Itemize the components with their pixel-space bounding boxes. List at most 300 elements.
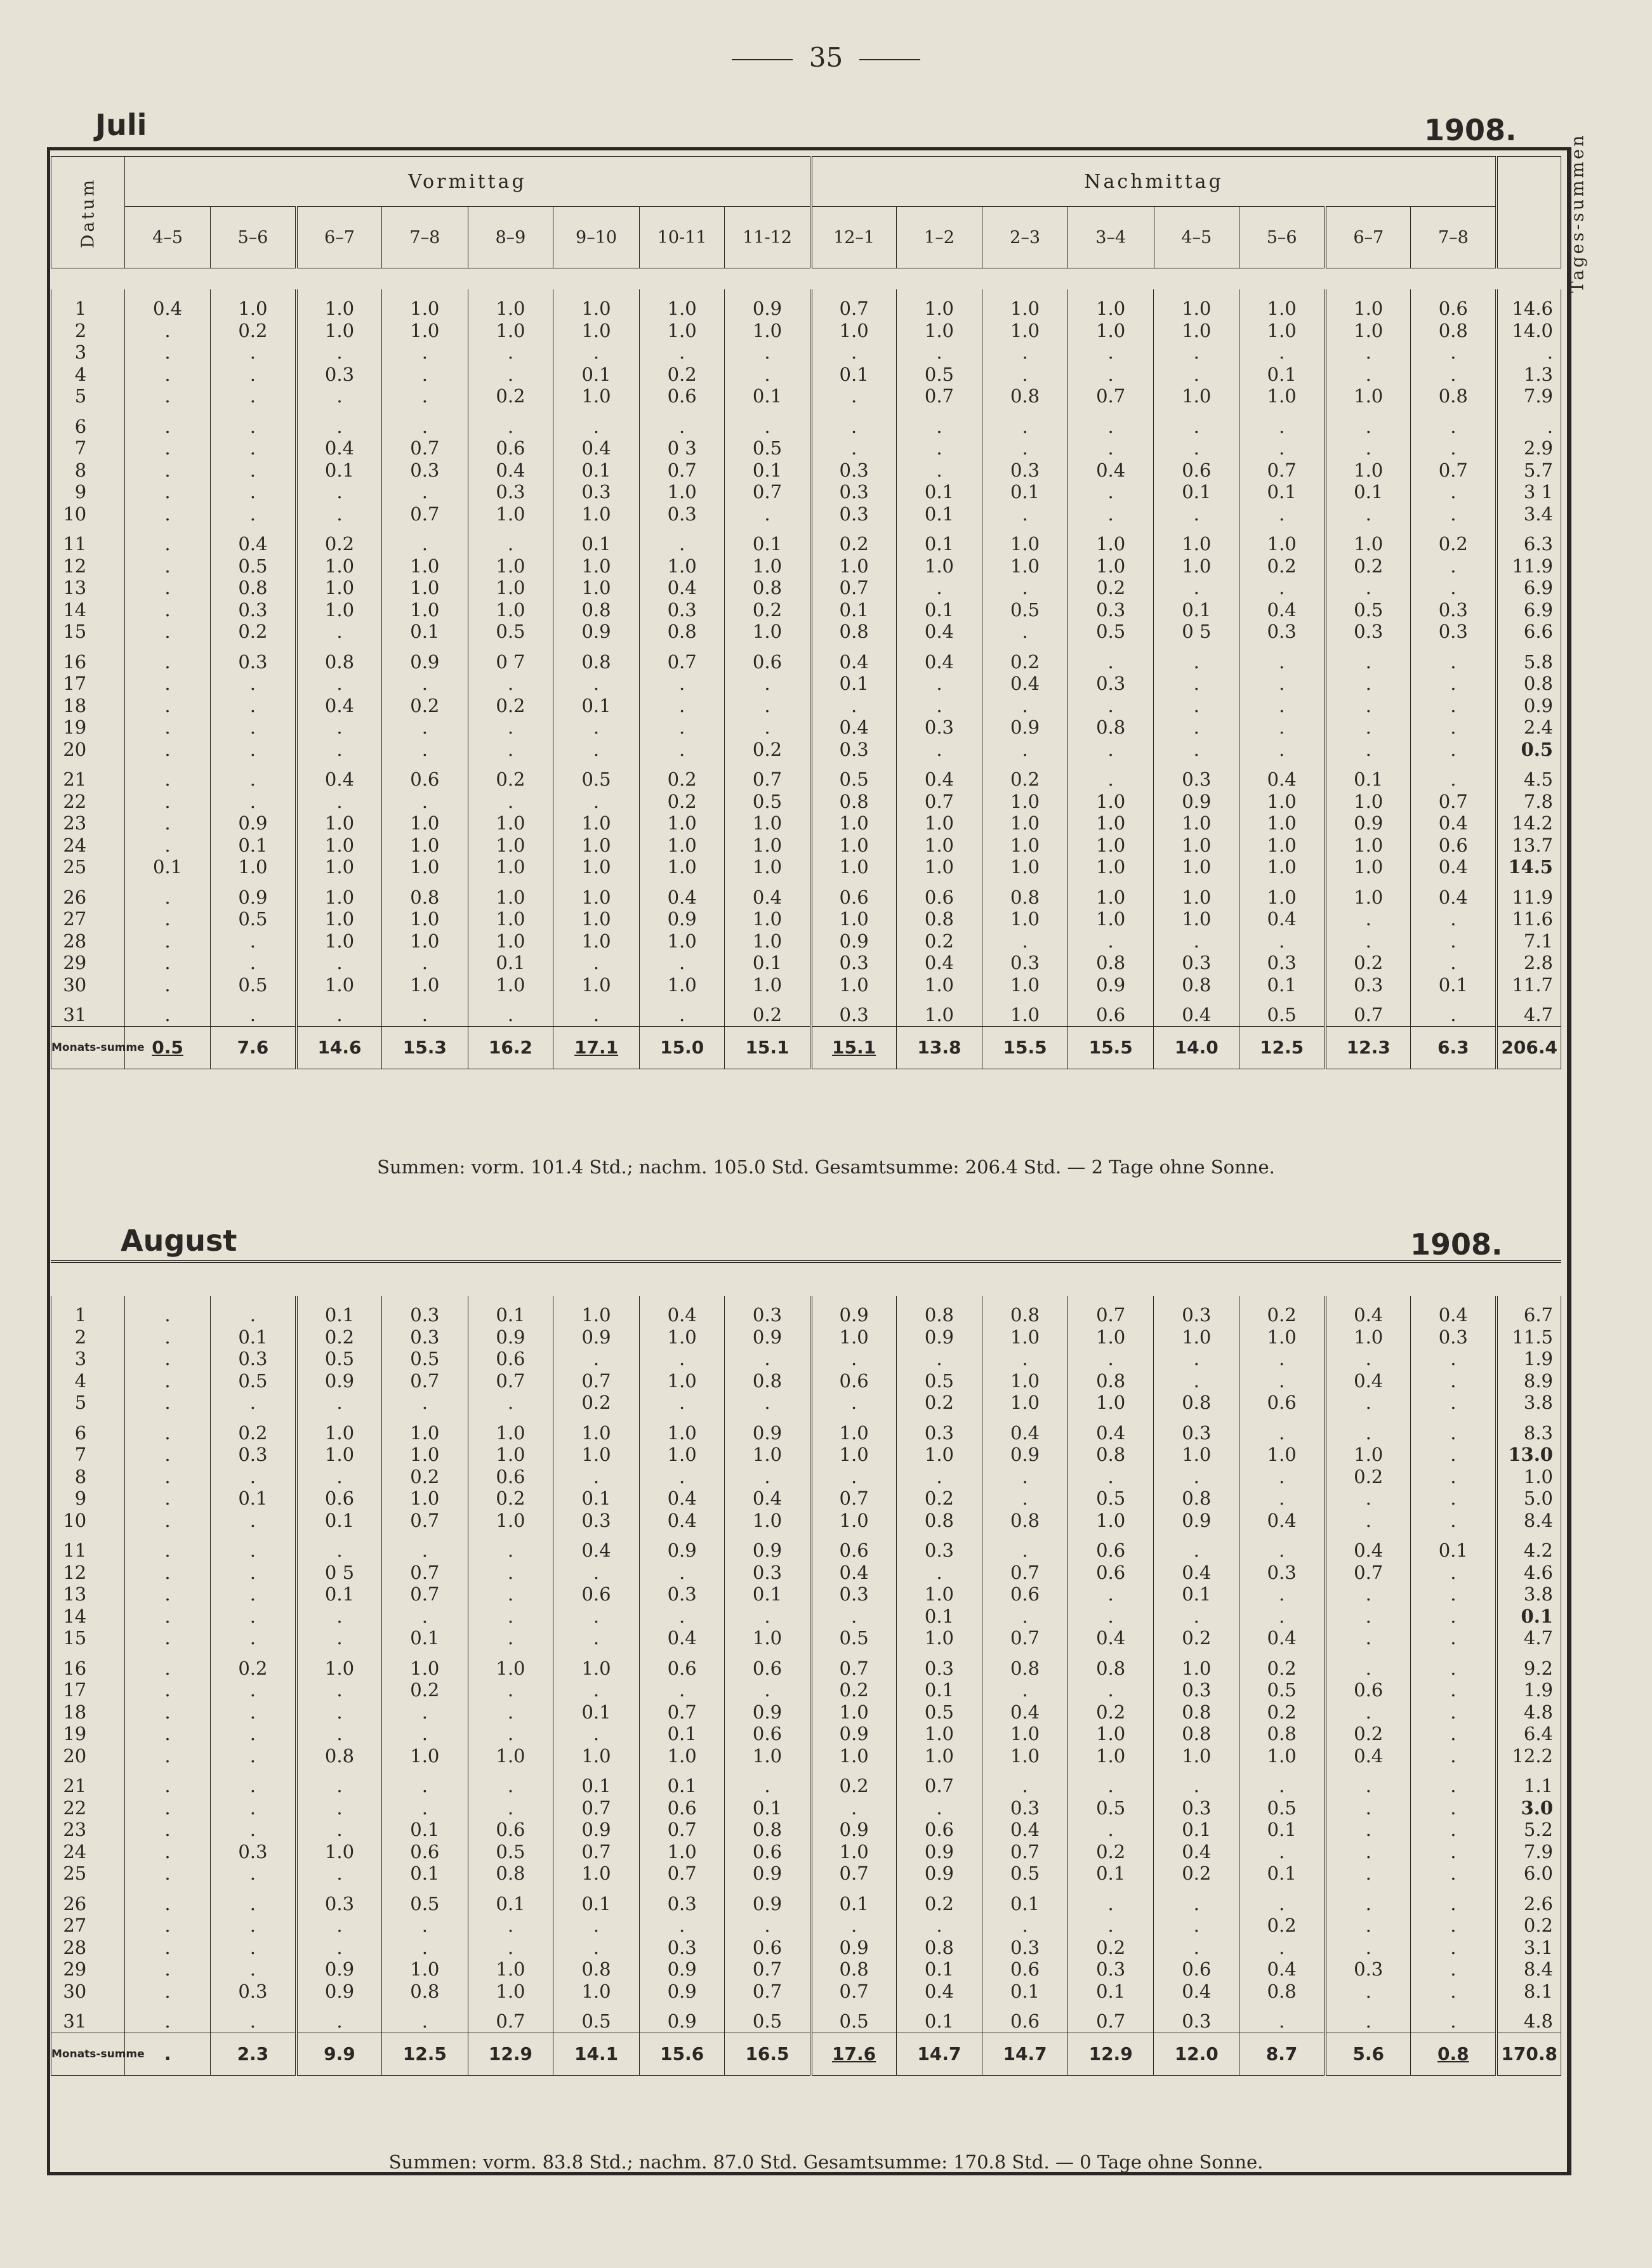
- hour-value-cell: .: [553, 1605, 640, 1628]
- hour-value-cell: 0.1: [982, 1885, 1068, 1915]
- hour-value-cell: .: [468, 407, 553, 438]
- hour-value-cell: 0.3: [896, 1649, 982, 1680]
- hour-value-cell: .: [210, 1885, 296, 1915]
- august-data-table: [51, 1296, 1561, 2076]
- hour-value-cell: 0.1: [553, 525, 640, 555]
- hour-value-cell: 0.6: [296, 1487, 382, 1510]
- hour-label: 7–8: [1411, 207, 1497, 268]
- hour-value-cell: 0.8: [553, 1958, 640, 1981]
- table-row: [51, 555, 1561, 577]
- hour-value-cell: .: [1325, 364, 1411, 386]
- daily-total-cell: 8.1: [1497, 1981, 1561, 2003]
- hour-value-cell: .: [1411, 716, 1497, 739]
- hour-value-cell: 0.5: [553, 760, 640, 791]
- hour-value-cell: .: [296, 1531, 382, 1562]
- hour-value-cell: .: [1154, 695, 1239, 717]
- hour-value-cell: 0.2: [468, 1487, 553, 1510]
- hour-value-cell: 0.2: [982, 760, 1068, 791]
- hour-value-cell: 1.0: [982, 289, 1068, 320]
- hour-value-cell: 1.0: [1154, 525, 1239, 555]
- hour-value-cell: 0.4: [1067, 1627, 1154, 1649]
- hour-value-cell: .: [553, 739, 640, 761]
- hour-value-cell: .: [1411, 1797, 1497, 1819]
- daily-total-cell: 4.6: [1497, 1562, 1561, 1584]
- hour-label: 5–6: [1239, 207, 1326, 268]
- daily-total-cell: 11.5: [1497, 1326, 1561, 1348]
- hour-value-cell: .: [1411, 1414, 1497, 1444]
- hour-value-cell: 0.1: [811, 1885, 897, 1915]
- hour-value-cell: 1.0: [296, 834, 382, 857]
- hour-value-cell: 0.3: [1325, 621, 1411, 643]
- hour-value-cell: .: [125, 1392, 211, 1414]
- hour-value-cell: .: [553, 1937, 640, 1959]
- date-cell: 15: [51, 1627, 125, 1649]
- table-row: [51, 289, 1561, 320]
- daily-total-cell: 6.0: [1497, 1863, 1561, 1885]
- hour-value-cell: 1.0: [1154, 555, 1239, 577]
- hour-value-cell: 0.1: [1325, 481, 1411, 503]
- hour-value-cell: .: [1067, 481, 1154, 503]
- hour-value-cell: 0.5: [210, 555, 296, 577]
- hour-value-cell: .: [1325, 1885, 1411, 1915]
- hour-value-cell: .: [125, 1562, 211, 1584]
- date-cell: 19: [51, 716, 125, 739]
- hour-value-cell: .: [553, 1348, 640, 1370]
- hour-value-cell: .: [210, 459, 296, 482]
- hour-value-cell: .: [1154, 930, 1239, 953]
- table-row: [51, 481, 1561, 503]
- hour-value-cell: .: [125, 1444, 211, 1466]
- hour-value-cell: 0.4: [1067, 459, 1154, 482]
- monthly-sum-cell: 170.8: [1497, 2033, 1561, 2075]
- hour-value-cell: .: [1325, 1981, 1411, 2003]
- hour-value-cell: .: [553, 1466, 640, 1488]
- daily-total-cell: 9.2: [1497, 1649, 1561, 1680]
- hour-value-cell: .: [1325, 908, 1411, 930]
- hour-value-cell: 0.5: [382, 1885, 468, 1915]
- hour-value-cell: 0.1: [1154, 1819, 1239, 1841]
- hour-value-cell: .: [1411, 952, 1497, 974]
- hour-value-cell: 1.0: [553, 289, 640, 320]
- hour-value-cell: 1.0: [896, 996, 982, 1026]
- hour-value-cell: .: [1239, 1605, 1326, 1628]
- table-row: [51, 459, 1561, 482]
- hour-value-cell: 0.2: [210, 320, 296, 342]
- daily-total-cell: 3.1: [1497, 1937, 1561, 1959]
- hour-value-cell: 0.7: [1411, 791, 1497, 813]
- table-row: [51, 503, 1561, 525]
- hour-value-cell: .: [382, 996, 468, 1026]
- hour-value-cell: 1.0: [296, 908, 382, 930]
- date-cell: 11: [51, 1531, 125, 1562]
- hour-value-cell: .: [896, 407, 982, 438]
- hour-value-cell: 1.0: [639, 1841, 725, 1863]
- hour-value-cell: 0.2: [1239, 1296, 1326, 1326]
- hour-value-cell: .: [210, 1767, 296, 1797]
- hour-value-cell: 1.0: [468, 1649, 553, 1680]
- hour-value-cell: .: [296, 1915, 382, 1937]
- hour-value-cell: .: [210, 760, 296, 791]
- date-cell: 24: [51, 1841, 125, 1863]
- hour-value-cell: 1.0: [382, 974, 468, 996]
- hour-value-cell: 0.1: [1239, 364, 1326, 386]
- hour-value-cell: 1.0: [639, 1370, 725, 1392]
- table-row: [51, 739, 1561, 761]
- hour-value-cell: .: [210, 1605, 296, 1628]
- hour-value-cell: .: [296, 1723, 382, 1745]
- date-cell: 18: [51, 1701, 125, 1724]
- hour-value-cell: .: [896, 739, 982, 761]
- date-cell: 6: [51, 407, 125, 438]
- hour-value-cell: 0.8: [811, 1958, 897, 1981]
- hour-value-cell: 0.9: [725, 1326, 811, 1348]
- hour-value-cell: 1.0: [382, 577, 468, 599]
- hour-value-cell: .: [896, 1466, 982, 1488]
- monthly-sum-cell: 14.7: [896, 2033, 982, 2075]
- hour-value-cell: 0.8: [982, 878, 1068, 909]
- hour-value-cell: 0.2: [725, 996, 811, 1026]
- hour-value-cell: 1.0: [553, 1649, 640, 1680]
- hour-value-cell: .: [468, 716, 553, 739]
- hour-value-cell: 0.8: [896, 908, 982, 930]
- hour-value-cell: 0.5: [468, 1841, 553, 1863]
- hour-value-cell: .: [382, 385, 468, 407]
- hour-value-cell: .: [896, 1915, 982, 1937]
- hour-value-cell: 1.0: [553, 1981, 640, 2003]
- table-row: [51, 1767, 1561, 1797]
- hour-value-cell: .: [1067, 643, 1154, 673]
- daily-total-cell: 11.9: [1497, 878, 1561, 909]
- hour-value-cell: 1.0: [468, 812, 553, 834]
- hour-value-cell: 1.0: [1154, 1444, 1239, 1466]
- daily-total-cell: 1.9: [1497, 1679, 1561, 1701]
- hour-value-cell: .: [1411, 1627, 1497, 1649]
- daily-total-cell: 2.4: [1497, 716, 1561, 739]
- hour-value-cell: .: [982, 1531, 1068, 1562]
- hour-value-cell: 1.0: [553, 503, 640, 525]
- hour-value-cell: .: [1239, 1487, 1326, 1510]
- table-row: [51, 1701, 1561, 1724]
- hour-value-cell: 0.1: [296, 1510, 382, 1532]
- hour-value-cell: 0.8: [553, 643, 640, 673]
- hour-value-cell: 0.7: [982, 1627, 1068, 1649]
- table-row: [51, 1885, 1561, 1915]
- daily-total-cell: 14.5: [1497, 856, 1561, 878]
- hour-value-cell: 0.6: [468, 437, 553, 459]
- hour-value-cell: 0.3: [210, 643, 296, 673]
- table-row: [51, 577, 1561, 599]
- monthly-sum-cell: 15.1: [811, 1026, 897, 1069]
- hour-value-cell: 0.9: [296, 1981, 382, 2003]
- hour-value-cell: 0.8: [1154, 1701, 1239, 1724]
- hour-value-cell: 0.4: [210, 525, 296, 555]
- hour-value-cell: .: [1411, 673, 1497, 695]
- daily-total-cell: 4.2: [1497, 1531, 1561, 1562]
- hour-value-cell: 1.0: [1239, 320, 1326, 342]
- hour-value-cell: 1.0: [982, 974, 1068, 996]
- hour-value-cell: 0.8: [982, 385, 1068, 407]
- date-cell: 25: [51, 1863, 125, 1885]
- hour-value-cell: .: [725, 341, 811, 364]
- hour-value-cell: 0.2: [725, 739, 811, 761]
- hour-value-cell: .: [811, 1915, 897, 1937]
- hour-value-cell: .: [210, 1797, 296, 1819]
- monthly-sum-label: Monats-summe: [51, 1026, 125, 1069]
- hour-value-cell: 1.0: [296, 577, 382, 599]
- hour-value-cell: 1.0: [1239, 1745, 1326, 1767]
- hour-value-cell: .: [125, 908, 211, 930]
- hour-value-cell: .: [982, 577, 1068, 599]
- hour-value-cell: 0.9: [468, 1326, 553, 1348]
- hour-value-cell: .: [125, 1510, 211, 1532]
- daily-total-cell: 0.8: [1497, 673, 1561, 695]
- hour-value-cell: .: [1239, 643, 1326, 673]
- hour-value-cell: 1.0: [382, 834, 468, 857]
- hour-value-cell: .: [210, 930, 296, 953]
- date-cell: 9: [51, 481, 125, 503]
- hour-value-cell: 1.0: [896, 834, 982, 857]
- date-cell: 14: [51, 599, 125, 621]
- hour-value-cell: 1.0: [811, 555, 897, 577]
- hour-value-cell: .: [125, 716, 211, 739]
- hour-value-cell: .: [982, 407, 1068, 438]
- hour-value-cell: .: [210, 1679, 296, 1701]
- hour-value-cell: 1.0: [1067, 320, 1154, 342]
- hour-value-cell: 0 7: [468, 643, 553, 673]
- hour-value-cell: 0.9: [1067, 974, 1154, 996]
- hour-value-cell: .: [896, 1348, 982, 1370]
- hour-value-cell: .: [1154, 1937, 1239, 1959]
- hour-value-cell: 0.9: [811, 1819, 897, 1841]
- date-cell: 31: [51, 996, 125, 1026]
- hour-value-cell: 1.0: [1239, 1444, 1326, 1466]
- hour-value-cell: .: [1325, 1487, 1411, 1510]
- hour-value-cell: .: [1325, 1797, 1411, 1819]
- hour-value-cell: 0.2: [1067, 1841, 1154, 1863]
- hour-value-cell: .: [125, 1466, 211, 1488]
- hour-value-cell: 0.7: [382, 1510, 468, 1532]
- hour-value-cell: .: [896, 1562, 982, 1584]
- date-cell: 1: [51, 1296, 125, 1326]
- hour-value-cell: .: [125, 1745, 211, 1767]
- hour-value-cell: 0.3: [639, 1583, 725, 1605]
- daily-total-cell: 1.1: [1497, 1767, 1561, 1797]
- hour-value-cell: 0.1: [382, 1863, 468, 1885]
- hour-value-cell: 1.0: [1154, 289, 1239, 320]
- hour-value-cell: .: [468, 996, 553, 1026]
- hour-value-cell: 0.7: [639, 643, 725, 673]
- hour-value-cell: 0.7: [811, 1649, 897, 1680]
- monthly-sum-cell: 14.6: [296, 1026, 382, 1069]
- hour-value-cell: 0.5: [210, 1370, 296, 1392]
- hour-value-cell: 0.8: [296, 643, 382, 673]
- hour-value-cell: 0.2: [896, 930, 982, 953]
- hour-value-cell: 1.0: [982, 908, 1068, 930]
- hour-value-cell: 1.0: [982, 1723, 1068, 1745]
- table-row: [51, 716, 1561, 739]
- tagessummen-header: [1497, 133, 1588, 293]
- august-top-rule: [51, 1260, 1561, 1263]
- hour-value-cell: 1.0: [382, 599, 468, 621]
- hour-value-cell: 0.3: [811, 503, 897, 525]
- hour-value-cell: .: [1067, 930, 1154, 953]
- hour-value-cell: 1.0: [811, 908, 897, 930]
- hour-value-cell: 0.1: [1154, 599, 1239, 621]
- hour-value-cell: 0.8: [1154, 1392, 1239, 1414]
- hour-value-cell: 0.4: [1067, 1414, 1154, 1444]
- hour-value-cell: 0.1: [896, 525, 982, 555]
- hour-value-cell: .: [1154, 341, 1239, 364]
- date-cell: 7: [51, 437, 125, 459]
- hour-value-cell: 1.0: [896, 812, 982, 834]
- hour-value-cell: 1.0: [1239, 878, 1326, 909]
- date-cell: 9: [51, 1487, 125, 1510]
- hour-value-cell: .: [1154, 643, 1239, 673]
- hour-value-cell: 0.7: [1067, 1296, 1154, 1326]
- table-row: [51, 599, 1561, 621]
- hour-value-cell: .: [1411, 364, 1497, 386]
- hour-value-cell: .: [811, 695, 897, 717]
- hour-value-cell: 1.0: [896, 1745, 982, 1767]
- daily-total-cell: 2.6: [1497, 1885, 1561, 1915]
- hour-value-cell: .: [1325, 1649, 1411, 1680]
- table-row: [51, 952, 1561, 974]
- hour-value-cell: .: [468, 1627, 553, 1649]
- hour-value-cell: 0.3: [982, 952, 1068, 974]
- hour-value-cell: 0.4: [1411, 878, 1497, 909]
- hour-value-cell: .: [896, 459, 982, 482]
- hour-value-cell: 0.5: [1067, 1487, 1154, 1510]
- hour-value-cell: 1.0: [553, 385, 640, 407]
- hour-value-cell: .: [982, 1915, 1068, 1937]
- hour-value-cell: 1.0: [210, 289, 296, 320]
- hour-value-cell: 0.4: [982, 1414, 1068, 1444]
- monthly-sum-cell: 2.3: [210, 2033, 296, 2075]
- monthly-sum-cell: 14.1: [553, 2033, 640, 2075]
- date-cell: 30: [51, 1981, 125, 2003]
- hour-value-cell: 0.4: [639, 1510, 725, 1532]
- hour-labels-row: [51, 207, 1561, 268]
- hour-value-cell: .: [125, 555, 211, 577]
- hour-value-cell: .: [811, 1466, 897, 1488]
- hour-value-cell: .: [296, 1466, 382, 1488]
- hour-value-cell: .: [1154, 1915, 1239, 1937]
- hour-value-cell: .: [811, 385, 897, 407]
- hour-value-cell: .: [296, 1863, 382, 1885]
- daily-total-cell: 14.6: [1497, 289, 1561, 320]
- date-cell: 3: [51, 1348, 125, 1370]
- hour-value-cell: 0.7: [1325, 1562, 1411, 1584]
- hour-value-cell: 0.2: [896, 1392, 982, 1414]
- hour-value-cell: .: [210, 716, 296, 739]
- hour-value-cell: 0.9: [982, 716, 1068, 739]
- hour-value-cell: 0.4: [639, 1627, 725, 1649]
- hour-value-cell: 1.0: [1325, 834, 1411, 857]
- hour-value-cell: .: [382, 952, 468, 974]
- hour-value-cell: .: [1067, 1679, 1154, 1701]
- hour-value-cell: 1.0: [296, 320, 382, 342]
- hour-value-cell: 0.4: [553, 437, 640, 459]
- hour-value-cell: 0.3: [639, 599, 725, 621]
- hour-value-cell: .: [725, 1466, 811, 1488]
- table-row: [51, 1562, 1561, 1584]
- hour-value-cell: 0.5: [296, 1348, 382, 1370]
- hour-value-cell: .: [1325, 1937, 1411, 1959]
- hour-value-cell: .: [210, 385, 296, 407]
- hour-value-cell: 0.4: [1411, 812, 1497, 834]
- hour-value-cell: .: [382, 341, 468, 364]
- date-cell: 16: [51, 1649, 125, 1680]
- hour-value-cell: 1.0: [382, 289, 468, 320]
- hour-value-cell: .: [1325, 930, 1411, 953]
- hour-value-cell: .: [1325, 716, 1411, 739]
- hour-value-cell: .: [982, 341, 1068, 364]
- table-row: [51, 1937, 1561, 1959]
- hour-value-cell: 0.4: [639, 577, 725, 599]
- hour-value-cell: 0.4: [982, 1819, 1068, 1841]
- hour-value-cell: .: [210, 1863, 296, 1885]
- hour-value-cell: .: [296, 1819, 382, 1841]
- hour-value-cell: 0.7: [639, 1863, 725, 1885]
- hour-value-cell: .: [1154, 1466, 1239, 1488]
- july-summary: Summen: vorm. 101.4 Std.; nachm. 105.0 Std. Gesamtsumme: 206.4 Std. — 2 Tage ohne Sonne.: [377, 1156, 1275, 1178]
- nachmittag-header: Nachmittag: [811, 157, 1497, 207]
- hour-value-cell: 0.3: [811, 739, 897, 761]
- hour-value-cell: 1.0: [1067, 908, 1154, 930]
- hour-value-cell: 1.0: [468, 856, 553, 878]
- hour-value-cell: 0.1: [1325, 760, 1411, 791]
- hour-value-cell: .: [982, 1679, 1068, 1701]
- hour-value-cell: .: [382, 1723, 468, 1745]
- hour-label: 3–4: [1067, 207, 1154, 268]
- monthly-sum-cell: 12.3: [1325, 1026, 1411, 1069]
- hour-value-cell: .: [210, 364, 296, 386]
- table-row: [51, 1326, 1561, 1348]
- hour-value-cell: 0.3: [1154, 952, 1239, 974]
- datum-label: Datum: [78, 177, 98, 249]
- hour-value-cell: 0.3: [296, 1885, 382, 1915]
- hour-value-cell: .: [1411, 1348, 1497, 1370]
- hour-value-cell: 0.9: [725, 1863, 811, 1885]
- hour-value-cell: 0.4: [1239, 1958, 1326, 1981]
- hour-value-cell: 0.1: [382, 621, 468, 643]
- hour-value-cell: .: [1067, 437, 1154, 459]
- hour-value-cell: .: [125, 1296, 211, 1326]
- hour-value-cell: 1.0: [639, 320, 725, 342]
- hour-value-cell: 0.3: [639, 1885, 725, 1915]
- hour-value-cell: 0.4: [1325, 1745, 1411, 1767]
- daily-total-cell: 3.8: [1497, 1392, 1561, 1414]
- hour-value-cell: .: [1411, 555, 1497, 577]
- hour-value-cell: 0.1: [468, 1296, 553, 1326]
- hour-value-cell: 0.4: [296, 695, 382, 717]
- hour-value-cell: 1.0: [1325, 878, 1411, 909]
- hour-value-cell: .: [1067, 1583, 1154, 1605]
- table-row: [51, 974, 1561, 996]
- date-cell: 22: [51, 791, 125, 813]
- hour-value-cell: 0.3: [1325, 1958, 1411, 1981]
- table-row: [51, 996, 1561, 1026]
- hour-value-cell: .: [982, 930, 1068, 953]
- hour-value-cell: .: [125, 2002, 211, 2033]
- hour-value-cell: 1.0: [811, 1510, 897, 1532]
- hour-value-cell: .: [125, 695, 211, 717]
- hour-value-cell: .: [382, 1797, 468, 1819]
- hour-value-cell: .: [468, 791, 553, 813]
- hour-value-cell: 0.6: [1154, 1958, 1239, 1981]
- hour-value-cell: 0.4: [1239, 760, 1326, 791]
- hour-value-cell: 0.8: [468, 1863, 553, 1885]
